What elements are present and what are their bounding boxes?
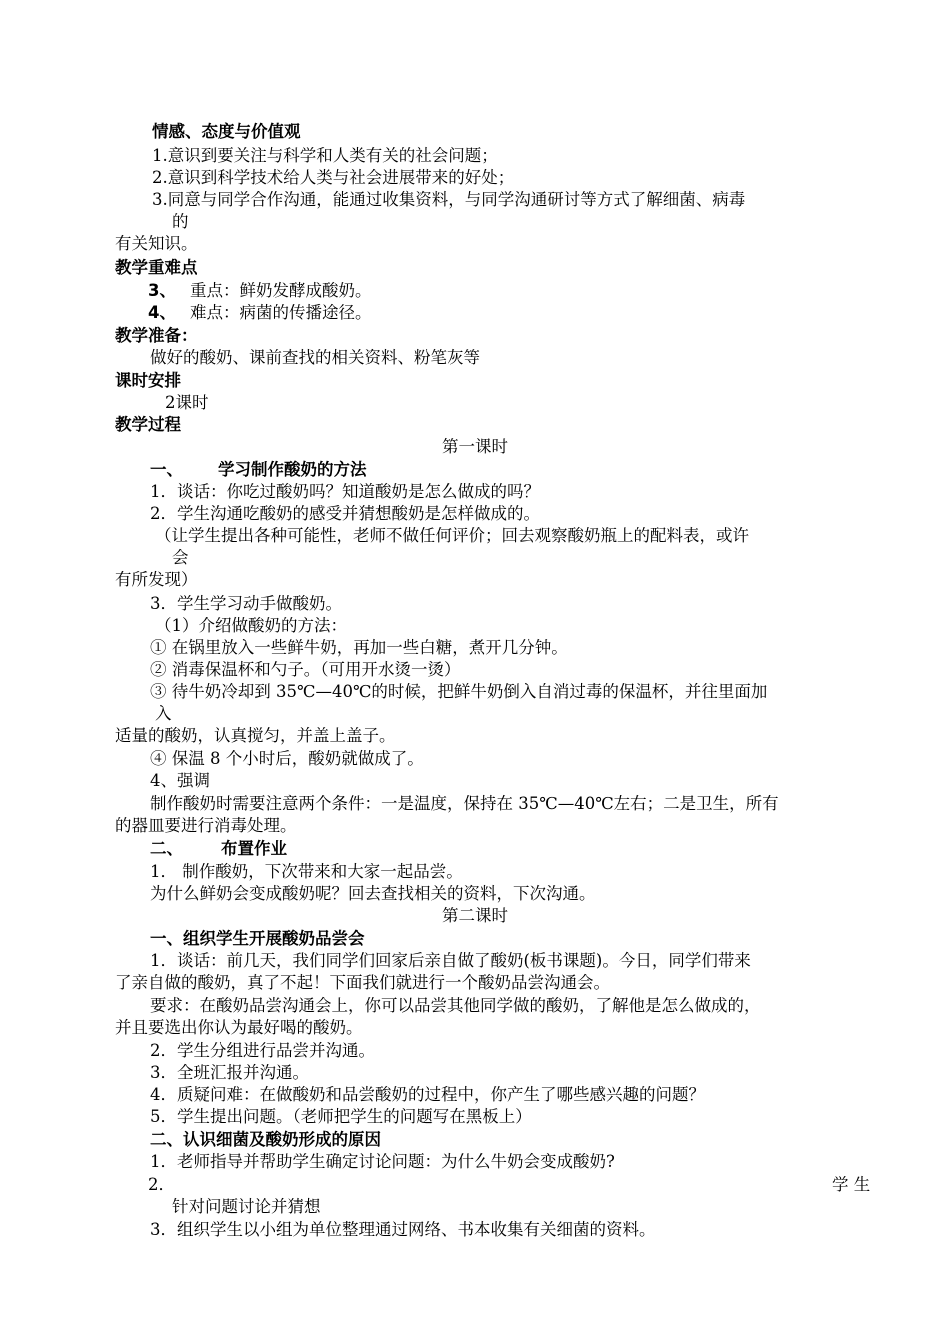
text-line: 2．学生沟通吃酸奶的感受并猜想酸奶是怎样做成的。 — [150, 504, 540, 523]
text-line: 4．质疑问难：在做酸奶和品尝酸奶的过程中，你产生了哪些感兴趣的问题？ — [150, 1085, 705, 1104]
text-line: 入 — [155, 704, 172, 723]
text-line: 了亲自做的酸奶，真了不起！下面我们就进行一个酸奶品尝沟通会。 — [115, 973, 610, 992]
text-line: 4、 难点：病菌的传播途径。 — [148, 303, 372, 322]
heading-key-points: 教学重难点 — [115, 258, 198, 277]
text-line: 4、强调 — [150, 771, 210, 790]
text-line: 针对问题讨论并猜想 — [172, 1197, 321, 1216]
text-line: 3．全班汇报并沟通。 — [150, 1063, 309, 1082]
text-line: 3．学生学习动手做酸奶。 — [150, 594, 342, 613]
heading-process: 教学过程 — [115, 415, 181, 434]
text-line: ① 在锅里放入一些鲜牛奶，再加一些白糖，煮开几分钟。 — [150, 638, 568, 657]
text-line: 2课时 — [165, 393, 209, 412]
text-line: 的 — [172, 212, 189, 231]
text-line: 制作酸奶时需要注意两个条件：一是温度，保持在 35℃—40℃左右；二是卫生，所有 — [150, 794, 779, 813]
text-line: 学 生 — [832, 1175, 871, 1194]
lesson-one-title: 第一课时 — [442, 437, 508, 456]
text-line: 2．学生分组进行品尝并沟通。 — [150, 1041, 375, 1060]
text-line: 适量的酸奶，认真搅匀，并盖上盖子。 — [115, 726, 396, 745]
heading-emotion: 情感、态度与价值观 — [152, 122, 301, 141]
section-heading: 一、组织学生开展酸奶品尝会 — [150, 929, 365, 948]
text-line: （1）介绍做酸奶的方法： — [155, 616, 347, 635]
text-line: 2.意识到科学技术给人类与社会进展带来的好处； — [152, 168, 515, 187]
heading-schedule: 课时安排 — [115, 371, 181, 390]
text-line: 并且要选出你认为最好喝的酸奶。 — [115, 1018, 363, 1037]
section-heading: 二、 布置作业 — [150, 839, 287, 858]
text-line: 3.同意与同学合作沟通，能通过收集资料，与同学沟通研讨等方式了解细菌、病毒 — [152, 190, 746, 209]
heading-preparation: 教学准备： — [115, 326, 198, 345]
text-line: 1．老师指导并帮助学生确定讨论问题：为什么牛奶会变成酸奶? — [150, 1152, 615, 1171]
text-line: ④ 保温 8 个小时后，酸奶就做成了。 — [150, 749, 424, 768]
lesson-two-title: 第二课时 — [442, 906, 508, 925]
text-line: （让学生提出各种可能性，老师不做任何评价；回去观察酸奶瓶上的配料表，或许 — [155, 526, 749, 545]
section-heading: 一、 学习制作酸奶的方法 — [150, 460, 367, 479]
list-number: 4、 — [148, 303, 176, 322]
text-line: ③ 待牛奶冷却到 35℃—40℃的时候，把鲜牛奶倒入自消过毒的保温杯，并往里面加 — [150, 682, 768, 701]
text-line: 5．学生提出问题。（老师把学生的问题写在黑板上） — [150, 1107, 532, 1126]
list-number: 3、 — [148, 281, 176, 300]
text-line: 2． — [148, 1175, 175, 1194]
text-line: 的器皿要进行消毒处理。 — [115, 816, 297, 835]
text-line: 3、 重点：鲜奶发酵成酸奶。 — [148, 281, 372, 300]
text-line: ② 消毒保温杯和勺子。（可用开水烫一烫） — [150, 660, 461, 679]
text-line: 1.意识到要关注与科学和人类有关的社会问题； — [152, 146, 498, 165]
text-line: 为什么鲜奶会变成酸奶呢？回去查找相关的资料，下次沟通。 — [150, 884, 596, 903]
section-heading: 二、认识细菌及酸奶形成的原因 — [150, 1130, 381, 1149]
text-line: 1． 制作酸奶，下次带来和大家一起品尝。 — [150, 862, 463, 881]
text-line: 1．谈话：前几天，我们同学们回家后亲自做了酸奶(板书课题)。今日，同学们带来 — [150, 951, 751, 970]
text-line: 1．谈话：你吃过酸奶吗？知道酸奶是怎么做成的吗？ — [150, 482, 540, 501]
text-line: 有所发现） — [115, 570, 198, 589]
text-line: 要求：在酸奶品尝沟通会上，你可以品尝其他同学做的酸奶，了解他是怎么做成的， — [150, 996, 761, 1015]
text-line: 做好的酸奶、课前查找的相关资料、粉笔灰等 — [150, 348, 480, 367]
text-line: 有关知识。 — [115, 234, 198, 253]
text-line: 会 — [172, 548, 189, 567]
text-line: 3．组织学生以小组为单位整理通过网络、书本收集有关细菌的资料。 — [150, 1220, 656, 1239]
